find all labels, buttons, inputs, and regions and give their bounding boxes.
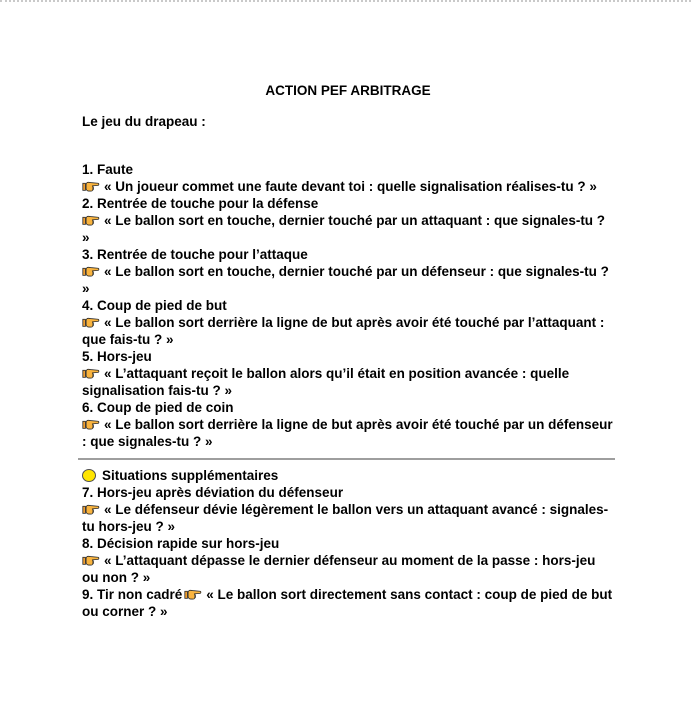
supplementary-heading-text: Situations supplémentaires <box>102 468 279 483</box>
pointing-finger-icon <box>82 418 100 431</box>
item-8-quote-text: « L’attaquant dépasse le dernier défenseur au moment de la passe : hors-jeu ou non ? » <box>82 553 596 585</box>
intro-line: Le jeu du drapeau : <box>82 114 206 129</box>
item-8-quote <box>82 552 614 586</box>
item-6-quote <box>82 416 614 450</box>
pointing-finger-icon <box>82 265 100 278</box>
item-6-heading: 6. Coup de pied de coin <box>82 400 234 415</box>
page-top-border <box>0 0 691 2</box>
pointing-finger-icon <box>82 316 100 329</box>
document-body <box>82 82 614 620</box>
item-9-quote-text: « Le ballon sort directement sans contact : coup de pied de but ou corner ? » <box>82 587 613 619</box>
yellow-circle-icon <box>82 469 96 482</box>
item-6-quote-text: « Le ballon sort derrière la ligne de but après avoir été touché par un défenseur : que signales-tu ? » <box>82 417 613 449</box>
item-4-quote <box>82 314 614 348</box>
item-1-heading: 1. Faute <box>82 162 134 177</box>
item-7-heading: 7. Hors-jeu après déviation du défenseur <box>82 485 344 500</box>
item-3-quote-text: « Le ballon sort en touche, dernier touché par un défenseur : que signales-tu ? » <box>82 264 609 296</box>
item-3-quote <box>82 263 614 297</box>
item-4-quote-text: « Le ballon sort derrière la ligne de but après avoir été touché par l’attaquant : que fais-tu ? » <box>82 315 605 347</box>
pointing-finger-icon <box>82 503 100 516</box>
item-2-quote <box>82 212 614 246</box>
item-2-quote-text: « Le ballon sort en touche, dernier touché par un attaquant : que signales-tu ? » <box>82 213 606 245</box>
item-3-heading: 3. Rentrée de touche pour l’attaque <box>82 247 308 262</box>
item-7-quote-text: « Le défenseur dévie légèrement le ballon vers un attaquant avancé : signales-tu hors-jeu ? » <box>82 502 609 534</box>
section-divider <box>78 458 615 460</box>
pointing-finger-icon <box>82 214 100 227</box>
pointing-finger-icon <box>82 367 100 380</box>
item-5-quote <box>82 365 614 399</box>
supplementary-heading <box>82 467 614 484</box>
item-7-quote <box>82 501 614 535</box>
item-1-quote-text: « Un joueur commet une faute devant toi : quelle signalisation réalises-tu ? » <box>104 179 597 194</box>
item-1-quote <box>82 178 614 195</box>
pointing-finger-icon <box>184 588 202 601</box>
page-title: ACTION PEF ARBITRAGE <box>265 83 431 98</box>
item-2-heading: 2. Rentrée de touche pour la défense <box>82 196 319 211</box>
pointing-finger-icon <box>82 180 100 193</box>
item-4-heading: 4. Coup de pied de but <box>82 298 227 313</box>
item-5-quote-text: « L’attaquant reçoit le ballon alors qu’il était en position avancée : quelle signalisation fais-tu ? » <box>82 366 570 398</box>
item-9 <box>82 586 614 620</box>
item-9-heading: 9. Tir non cadré <box>82 587 183 602</box>
pointing-finger-icon <box>82 554 100 567</box>
item-8-heading: 8. Décision rapide sur hors-jeu <box>82 536 280 551</box>
item-5-heading: 5. Hors-jeu <box>82 349 152 364</box>
